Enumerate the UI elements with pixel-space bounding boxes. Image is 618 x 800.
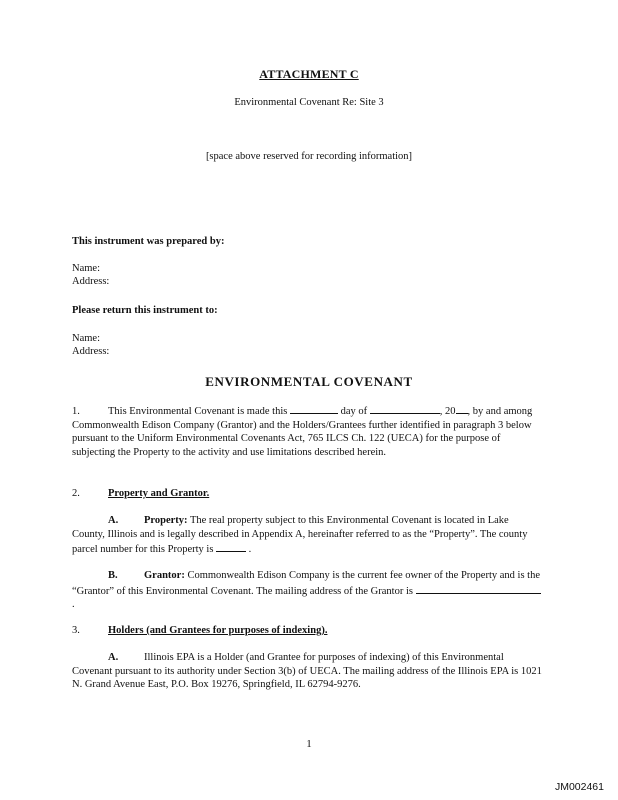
year-blank bbox=[456, 403, 468, 414]
section-2a-paragraph bbox=[72, 514, 542, 557]
parcel-number-blank bbox=[216, 541, 246, 552]
section-3-heading-row bbox=[72, 624, 542, 638]
return-name-field: Name: bbox=[72, 333, 100, 344]
section-2b-label: B. bbox=[108, 570, 118, 581]
return-address-field: Address: bbox=[72, 346, 110, 357]
bates-number: JM002461 bbox=[554, 781, 604, 793]
section-2a-heading: Property: bbox=[144, 515, 188, 526]
covenant-title: ENVIRONMENTAL COVENANT bbox=[205, 374, 413, 389]
prepared-address-field: Address: bbox=[72, 276, 110, 287]
prepared-by-label: This instrument was prepared by: bbox=[72, 236, 225, 247]
reserved-space-note: [space above reserved for recording information] bbox=[205, 151, 413, 162]
page-number: 1 bbox=[306, 738, 312, 750]
attachment-title: ATTACHMENT C bbox=[259, 67, 359, 81]
section-2a-end: . bbox=[248, 544, 252, 555]
section-1-paragraph bbox=[72, 403, 542, 459]
section-3a-paragraph bbox=[72, 651, 542, 692]
attachment-subtitle: Environmental Covenant Re: Site 3 bbox=[234, 97, 384, 108]
section-1-text-a: This Environmental Covenant is made this bbox=[108, 406, 288, 417]
section-3-heading: Holders (and Grantees for purposes of indexing). bbox=[108, 625, 328, 636]
day-blank bbox=[290, 403, 338, 414]
section-2-number: 2. bbox=[72, 488, 80, 499]
return-to-label: Please return this instrument to: bbox=[72, 305, 218, 316]
section-2a-text: The real property subject to this Environmental Covenant is located in Lake County, Illinois and is legally described in Appendix A, hereinafter referred to as the “Property”. The county parcel number for this Property is bbox=[72, 515, 528, 555]
section-1-text-b: day of bbox=[340, 406, 368, 417]
section-3a-label: A. bbox=[108, 652, 119, 663]
section-3a-text: Illinois EPA is a Holder (and Grantee for purposes of indexing) of this Environmental Covenant pursuant to its authority under Section 3(b) of UECA. The mailing address of the Illinois EPA is 1021 N. Grand Avenue East, P.O. Box 19276, Springfield, IL 62794-9276. bbox=[72, 652, 542, 690]
grantor-address-blank bbox=[416, 583, 541, 594]
section-2a-label: A. bbox=[108, 515, 119, 526]
section-1-number: 1. bbox=[72, 406, 80, 417]
prepared-name-field: Name: bbox=[72, 263, 100, 274]
section-1-text-d: , by and among Commonwealth Edison Company (Grantor) and the Holders/Grantees further identified in paragraph 3 below pursuant to the Uniform Environmental Covenants Act, 765 ILCS Ch. 122 (UECA) for the purpose of subjecting the Property to the activity and use limitations described herein. bbox=[72, 406, 533, 458]
section-1-text-c: , 20 bbox=[439, 406, 456, 417]
section-2-heading: Property and Grantor. bbox=[108, 488, 210, 499]
section-2-heading-row bbox=[72, 487, 542, 501]
section-2b-paragraph bbox=[72, 569, 542, 612]
section-2b-end: . bbox=[72, 599, 75, 610]
month-blank bbox=[370, 403, 440, 414]
section-2b-heading: Grantor: bbox=[144, 570, 185, 581]
section-2b-text: Commonwealth Edison Company is the current fee owner of the Property and is the “Grantor” of this Environmental Covenant. The mailing address of the Grantor is bbox=[72, 570, 540, 597]
section-3-number: 3. bbox=[72, 625, 80, 636]
